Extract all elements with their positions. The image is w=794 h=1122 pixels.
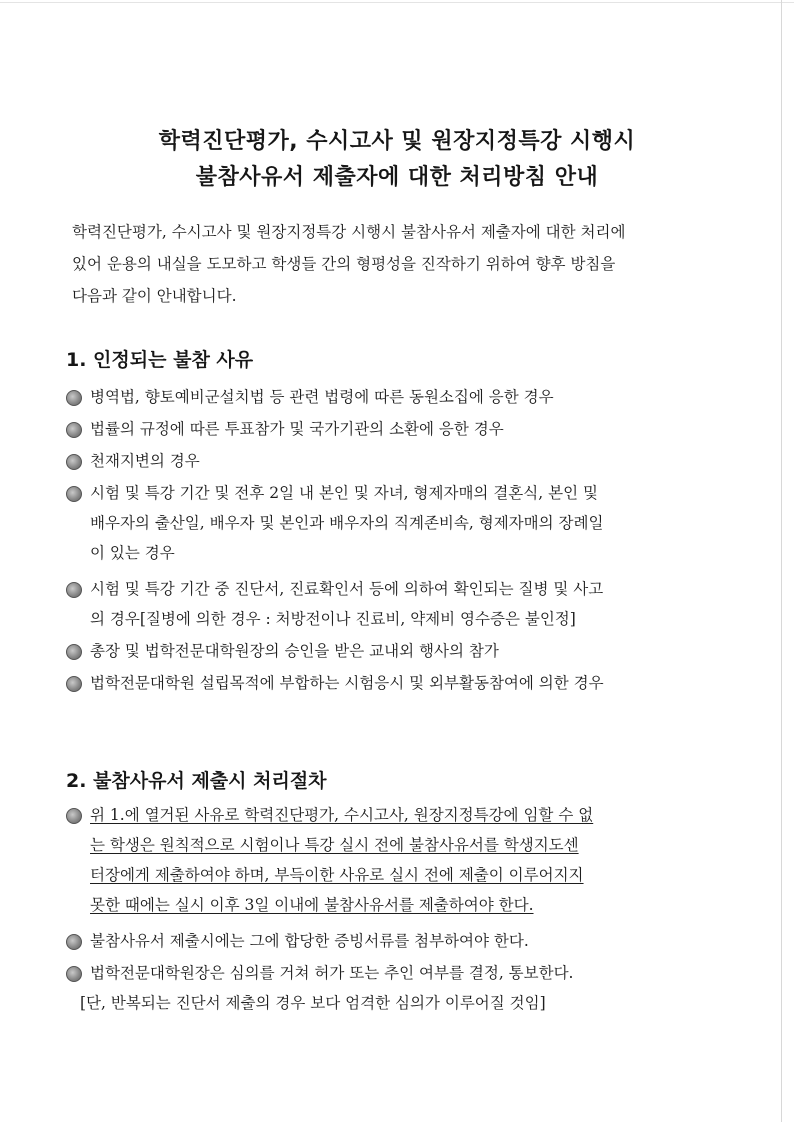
bullet-icon	[66, 486, 82, 502]
bullet-icon	[66, 934, 82, 950]
section1-item	[66, 478, 686, 568]
item-note: [단, 반복되는 진단서 제출의 경우 보다 엄격한 심의가 이루어질 것임]	[80, 994, 546, 1012]
document-title-line1: 학력진단평가, 수시고사 및 원장지정특강 시행시	[158, 129, 636, 154]
item-text: 법학전문대학원장은 심의를 거쳐 허가 또는 추인 여부를 결정, 통보한다.	[90, 964, 574, 982]
section1-item	[66, 382, 686, 412]
intro-paragraph	[72, 216, 682, 312]
scan-edge-top	[0, 2, 794, 3]
intro-line: 다음과 같이 안내합니다.	[72, 287, 237, 305]
item-text: 총장 및 법학전문대학원장의 승인을 받은 교내외 행사의 참가	[90, 642, 499, 660]
item-text: 불참사유서 제출시에는 그에 합당한 증빙서류를 첨부하여야 한다.	[90, 932, 529, 950]
item-text: 천재지변의 경우	[90, 452, 200, 470]
item-text: 법학전문대학원 설립목적에 부합하는 시험응시 및 외부활동참여에 의한 경우	[90, 674, 604, 692]
bullet-icon	[66, 582, 82, 598]
bullet-icon	[66, 422, 82, 438]
intro-line: 학력진단평가, 수시고사 및 원장지정특강 시행시 불참사유서 제출자에 대한 처리에	[72, 223, 626, 241]
section1-heading: 1. 인정되는 불참 사유	[66, 349, 254, 371]
section1-item	[66, 574, 686, 634]
section1-item	[66, 446, 686, 476]
item-text: 못한 때에는 실시 이후 3일 이내에 불참사유서를 제출하여야 한다.	[90, 896, 534, 914]
bullet-icon	[66, 676, 82, 692]
bullet-icon	[66, 808, 82, 824]
item-text: 터장에게 제출하여야 하며, 부득이한 사유로 실시 전에 제출이 이루어지지	[90, 866, 584, 884]
item-text: 는 학생은 원칙적으로 시험이나 특강 실시 전에 불참사유서를 학생지도센	[90, 836, 579, 854]
bullet-icon	[66, 644, 82, 660]
bullet-icon	[66, 454, 82, 470]
section2-item	[66, 958, 686, 1018]
bullet-icon	[66, 390, 82, 406]
item-text: 위 1.에 열거된 사유로 학력진단평가, 수시고사, 원장지정특강에 임할 수 없	[90, 806, 594, 824]
item-text: 의 경우[질병에 의한 경우 : 처방전이나 진료비, 약제비 영수증은 불인정]	[90, 610, 576, 628]
section1-item	[66, 414, 686, 444]
item-text: 이 있는 경우	[90, 544, 175, 562]
intro-line: 있어 운용의 내실을 도모하고 학생들 간의 형평성을 진작하기 위하여 향후 방침을	[72, 255, 616, 273]
section2-item	[66, 926, 686, 956]
section2-heading: 2. 불참사유서 제출시 처리절차	[66, 770, 327, 792]
bullet-icon	[66, 966, 82, 982]
item-text: 법률의 규정에 따른 투표참가 및 국가기관의 소환에 응한 경우	[90, 420, 504, 438]
item-text: 병역법, 향토예비군설치법 등 관련 법령에 따른 동원소집에 응한 경우	[90, 388, 554, 406]
item-text: 시험 및 특강 기간 및 전후 2일 내 본인 및 자녀, 형제자매의 결혼식, 본인 및	[90, 484, 598, 502]
item-text: 시험 및 특강 기간 중 진단서, 진료확인서 등에 의하여 확인되는 질병 및 사고	[90, 580, 604, 598]
section2-item	[66, 800, 686, 920]
section1-item	[66, 636, 686, 666]
section1-item	[66, 668, 686, 698]
item-text: 배우자의 출산일, 배우자 및 본인과 배우자의 직계존비속, 형제자매의 장례일	[90, 514, 604, 532]
document-title-line2: 불참사유서 제출자에 대한 처리방침 안내	[195, 165, 599, 190]
